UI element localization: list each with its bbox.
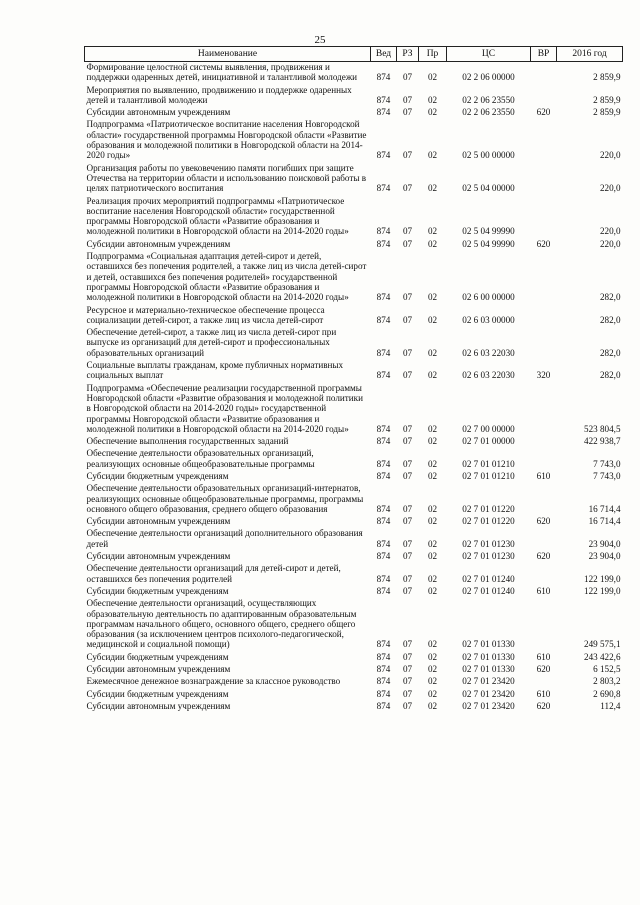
cell-name: Обеспечение деятельности организаций для детей-сирот и детей, оставшихся без попечения родителей (86, 563, 341, 584)
cell-amount: 282,0 (599, 370, 621, 381)
header-cs: ЦС (447, 47, 531, 62)
cell-cs: 02 7 00 00000 (462, 423, 515, 434)
cell-ved: 874 (376, 347, 391, 358)
cell-pr: 02 (427, 538, 438, 549)
table-row (85, 664, 623, 676)
cell-rz: 07 (402, 551, 413, 562)
cell-ved: 874 (376, 436, 391, 447)
cell-cs: 02 6 00 00000 (462, 292, 515, 303)
cell-name: Обеспечение деятельности организаций дополнительного образования детей (86, 528, 363, 549)
cell-pr: 02 (427, 370, 438, 381)
cell-ved: 874 (376, 573, 391, 584)
cell-rz: 07 (402, 651, 413, 662)
cell-pr: 02 (427, 664, 438, 675)
cell-vr (531, 528, 557, 551)
cell-name: Субсидии автономным учреждениям (86, 664, 231, 675)
table-row (85, 327, 623, 360)
cell-vr (531, 305, 557, 328)
cell-name: Обеспечение выполнения государственных заданий (86, 436, 289, 447)
cell-rz: 07 (402, 664, 413, 675)
cell-pr: 02 (427, 688, 438, 699)
cell-cs: 02 5 04 99990 (462, 238, 515, 249)
cell-ved: 874 (376, 94, 391, 105)
cell-amount: 16 714,4 (588, 503, 621, 514)
cell-vr (531, 598, 557, 651)
cell-pr: 02 (427, 183, 438, 194)
cell-amount: 2 859,9 (593, 72, 621, 83)
cell-ved: 874 (376, 651, 391, 662)
table-row (85, 448, 623, 471)
cell-pr: 02 (427, 676, 438, 687)
table-row (85, 471, 623, 483)
page-number: 25 (314, 34, 326, 46)
cell-cs: 02 6 03 00000 (462, 314, 515, 325)
cell-pr: 02 (427, 651, 438, 662)
cell-vr (531, 119, 557, 162)
cell-pr: 02 (427, 458, 438, 469)
cell-rz: 07 (402, 183, 413, 194)
cell-pr: 02 (427, 107, 438, 118)
cell-cs: 02 7 01 01230 (462, 551, 515, 562)
table-row (85, 598, 623, 651)
cell-amount: 220,0 (599, 183, 621, 194)
cell-vr: 610 (536, 470, 551, 481)
table-body (85, 62, 623, 714)
cell-pr: 02 (427, 516, 438, 527)
cell-rz: 07 (402, 423, 413, 434)
cell-cs: 02 7 01 01210 (462, 470, 515, 481)
cell-vr: 620 (536, 107, 551, 118)
cell-cs: 02 2 06 23550 (462, 94, 515, 105)
cell-cs: 02 2 06 00000 (462, 72, 515, 83)
cell-pr: 02 (427, 436, 438, 447)
cell-ved: 874 (376, 423, 391, 434)
cell-vr: 620 (536, 551, 551, 562)
cell-ved: 874 (376, 183, 391, 194)
cell-cs: 02 7 01 01330 (462, 651, 515, 662)
table-row (85, 163, 623, 196)
cell-name: Реализация прочих мероприятий подпрограммы «Патриотическое воспитание населения Новгородской области» государственной программы Новгородской области «Развитие образования и молодежной политики в Новгородской области на 2014-2020 годы» (86, 195, 349, 237)
cell-ved: 874 (376, 238, 391, 249)
cell-ved: 874 (376, 639, 391, 650)
header-year: 2016 год (557, 47, 623, 62)
cell-cs: 02 7 01 01220 (462, 516, 515, 527)
cell-vr (531, 251, 557, 304)
cell-rz: 07 (402, 470, 413, 481)
cell-pr: 02 (427, 72, 438, 83)
table-row (85, 107, 623, 119)
cell-name: Организация работы по увековечению памяти погибших при защите Отечества на территории области и использованию поисковой работы в целях патриотического воспитания (86, 162, 367, 194)
cell-cs: 02 5 04 00000 (462, 183, 515, 194)
cell-pr: 02 (427, 94, 438, 105)
cell-name: Субсидии автономным учреждениям (86, 107, 231, 118)
cell-ved: 874 (376, 516, 391, 527)
table-row (85, 516, 623, 528)
cell-cs: 02 7 01 01230 (462, 538, 515, 549)
cell-ved: 874 (376, 107, 391, 118)
cell-vr (531, 676, 557, 688)
cell-ved: 874 (376, 72, 391, 83)
cell-name: Субсидии автономным учреждениям (86, 700, 231, 711)
cell-amount: 122 199,0 (584, 585, 621, 596)
cell-amount: 6 152,5 (593, 664, 621, 675)
table-row (85, 652, 623, 664)
cell-name: Субсидии автономным учреждениям (86, 238, 231, 249)
cell-rz: 07 (402, 516, 413, 527)
cell-rz: 07 (402, 370, 413, 381)
table-row (85, 586, 623, 598)
cell-pr: 02 (427, 423, 438, 434)
cell-ved: 874 (376, 700, 391, 711)
cell-amount: 2 690,8 (593, 688, 621, 699)
cell-vr: 620 (536, 700, 551, 711)
cell-cs: 02 7 01 01240 (462, 585, 515, 596)
table-row (85, 436, 623, 448)
cell-name: Обеспечение деятельности образовательных организаций-интернатов, реализующих основные общеобразовательные программы, программы основного общего образования, среднего общего образования (86, 483, 364, 514)
cell-rz: 07 (402, 676, 413, 687)
cell-rz: 07 (402, 538, 413, 549)
cell-amount: 282,0 (599, 292, 621, 303)
cell-amount: 249 575,1 (584, 639, 621, 650)
cell-amount: 112,4 (600, 700, 621, 711)
cell-pr: 02 (427, 585, 438, 596)
cell-ved: 874 (376, 370, 391, 381)
header-pr: Пр (419, 47, 447, 62)
cell-ved: 874 (376, 226, 391, 237)
header-rz: РЗ (397, 47, 419, 62)
cell-name: Субсидии бюджетным учреждениям (86, 585, 229, 596)
cell-cs: 02 7 01 00000 (462, 436, 515, 447)
cell-vr (531, 563, 557, 586)
table-row (85, 563, 623, 586)
cell-pr: 02 (427, 573, 438, 584)
cell-vr: 620 (536, 238, 551, 249)
cell-cs: 02 5 00 00000 (462, 150, 515, 161)
cell-amount: 122 199,0 (584, 573, 621, 584)
table-row (85, 305, 623, 328)
cell-rz: 07 (402, 688, 413, 699)
cell-pr: 02 (427, 503, 438, 514)
table-row (85, 251, 623, 304)
cell-vr (531, 383, 557, 436)
cell-amount: 523 804,5 (584, 423, 621, 434)
cell-cs: 02 7 01 01330 (462, 639, 515, 650)
cell-vr (531, 483, 557, 516)
cell-rz: 07 (402, 94, 413, 105)
cell-pr: 02 (427, 470, 438, 481)
cell-name: Мероприятия по выявлению, продвижению и поддержке одаренных детей и талантливой молодежи (86, 84, 352, 105)
cell-rz: 07 (402, 639, 413, 650)
cell-name: Субсидии бюджетным учреждениям (86, 688, 229, 699)
cell-ved: 874 (376, 470, 391, 481)
table-row (85, 551, 623, 563)
header-vr: ВР (531, 47, 557, 62)
cell-ved: 874 (376, 676, 391, 687)
cell-vr: 610 (536, 651, 551, 662)
cell-name: Ежемесячное денежное вознаграждение за классное руководство (86, 676, 341, 687)
cell-vr (531, 85, 557, 108)
header-ved: Вед (371, 47, 397, 62)
cell-cs: 02 2 06 23550 (462, 107, 515, 118)
cell-amount: 7 743,0 (593, 458, 621, 469)
cell-rz: 07 (402, 238, 413, 249)
cell-vr: 320 (536, 370, 551, 381)
header-name: Наименование (85, 47, 371, 62)
cell-amount: 16 714,4 (588, 516, 621, 527)
cell-name: Ресурсное и материально-техническое обеспечение процесса социализации детей-сирот, а также лиц из числа детей-сирот (86, 304, 325, 325)
cell-pr: 02 (427, 700, 438, 711)
cell-ved: 874 (376, 688, 391, 699)
cell-rz: 07 (402, 458, 413, 469)
cell-vr: 620 (536, 664, 551, 675)
cell-vr (531, 196, 557, 239)
cell-pr: 02 (427, 238, 438, 249)
cell-name: Обеспечение деятельности организаций, осуществляющих образовательную деятельность по адаптированным образовательным программам начального общего, основного общего, среднего общего образования (за исключением центров психолого-педагогической, медицинской и социальной помощи) (86, 598, 357, 650)
cell-ved: 874 (376, 458, 391, 469)
cell-ved: 874 (376, 538, 391, 549)
table-row (85, 239, 623, 251)
cell-ved: 874 (376, 150, 391, 161)
cell-pr: 02 (427, 551, 438, 562)
cell-cs: 02 7 01 23420 (462, 676, 515, 687)
cell-amount: 220,0 (599, 150, 621, 161)
cell-cs: 02 7 01 01240 (462, 573, 515, 584)
table-row (85, 528, 623, 551)
cell-pr: 02 (427, 150, 438, 161)
table-row (85, 360, 623, 383)
cell-name: Субсидии автономным учреждениям (86, 551, 231, 562)
cell-rz: 07 (402, 314, 413, 325)
cell-cs: 02 7 01 23420 (462, 700, 515, 711)
cell-ved: 874 (376, 664, 391, 675)
cell-ved: 874 (376, 314, 391, 325)
cell-amount: 23 904,0 (588, 538, 621, 549)
cell-rz: 07 (402, 226, 413, 237)
cell-amount: 7 743,0 (593, 470, 621, 481)
table-row (85, 689, 623, 701)
cell-cs: 02 6 03 22030 (462, 370, 515, 381)
table-row (85, 383, 623, 436)
cell-name: Субсидии бюджетным учреждениям (86, 470, 229, 481)
cell-name: Субсидии бюджетным учреждениям (86, 651, 229, 662)
cell-rz: 07 (402, 72, 413, 83)
cell-pr: 02 (427, 292, 438, 303)
table-row (85, 85, 623, 108)
cell-cs: 02 7 01 01330 (462, 664, 515, 675)
cell-ved: 874 (376, 585, 391, 596)
cell-amount: 422 938,7 (584, 436, 621, 447)
table-row (85, 483, 623, 516)
cell-vr (531, 163, 557, 196)
cell-vr: 610 (536, 688, 551, 699)
cell-rz: 07 (402, 347, 413, 358)
table-row (85, 196, 623, 239)
budget-table (84, 46, 623, 713)
cell-rz: 07 (402, 585, 413, 596)
cell-pr: 02 (427, 347, 438, 358)
cell-name: Формирование целостной системы выявления, продвижения и поддержки одаренных детей, инициативной и талантливой молодежи (86, 62, 358, 83)
table-header-row (85, 47, 623, 62)
cell-amount: 2 859,9 (593, 94, 621, 105)
cell-amount: 2 859,9 (593, 107, 621, 118)
cell-cs: 02 7 01 01220 (462, 503, 515, 514)
cell-rz: 07 (402, 436, 413, 447)
cell-amount: 220,0 (599, 238, 621, 249)
cell-rz: 07 (402, 292, 413, 303)
cell-ved: 874 (376, 292, 391, 303)
cell-vr (531, 62, 557, 85)
cell-amount: 282,0 (599, 314, 621, 325)
cell-rz: 07 (402, 700, 413, 711)
table-row (85, 62, 623, 85)
cell-vr: 610 (536, 585, 551, 596)
cell-cs: 02 6 03 22030 (462, 347, 515, 358)
cell-name: Социальные выплаты гражданам, кроме публичных нормативных социальных выплат (86, 360, 344, 381)
cell-vr (531, 327, 557, 360)
cell-amount: 23 904,0 (588, 551, 621, 562)
cell-rz: 07 (402, 150, 413, 161)
cell-amount: 243 422,6 (584, 651, 621, 662)
cell-cs: 02 7 01 23420 (462, 688, 515, 699)
table-row (85, 119, 623, 162)
cell-cs: 02 7 01 01210 (462, 458, 515, 469)
cell-vr (531, 448, 557, 471)
cell-amount: 2 803,2 (593, 676, 621, 687)
cell-amount: 220,0 (599, 226, 621, 237)
cell-amount: 282,0 (599, 347, 621, 358)
cell-rz: 07 (402, 503, 413, 514)
cell-name: Обеспечение деятельности образовательных организаций, реализующих основные общеобразовательные программы (86, 448, 315, 469)
cell-name: Подпрограмма «Социальная адаптация детей-сирот и детей, оставшихся без попечения родителей, а также лиц из числа детей-сирот и детей, оставшихся без попечения родителей» государственной программы Новгородской области «Развитие образования и молодежной политики в Новгородской области на 2014-2020 годы» (86, 251, 367, 303)
cell-name: Субсидии автономным учреждениям (86, 516, 231, 527)
cell-cs: 02 5 04 99990 (462, 226, 515, 237)
cell-vr: 620 (536, 516, 551, 527)
cell-rz: 07 (402, 107, 413, 118)
cell-rz: 07 (402, 573, 413, 584)
cell-name: Подпрограмма «Обеспечение реализации государственной программы Новгородской области «Развитие образования и молодежной политики в Новгородской области на 2014-2020 годы» государственной программы Новгородской области «Развитие образования и молодежной политики в Новгородской области на 2014-2020 годы» (86, 382, 363, 434)
cell-pr: 02 (427, 314, 438, 325)
table-row (85, 676, 623, 688)
cell-pr: 02 (427, 639, 438, 650)
cell-ved: 874 (376, 503, 391, 514)
cell-pr: 02 (427, 226, 438, 237)
cell-name: Подпрограмма «Патриотическое воспитание населения Новгородской области» государственной программы Новгородской области «Развитие образования и молодежной политики в Новгородской области на 2014-2020 годы» (86, 119, 367, 161)
table-row (85, 701, 623, 713)
cell-vr (531, 436, 557, 448)
cell-ved: 874 (376, 551, 391, 562)
cell-name: Обеспечение детей-сирот, а также лиц из числа детей-сирот при выпуске из организаций для детей-сирот и профессиональных образовательных организаций (86, 327, 337, 358)
